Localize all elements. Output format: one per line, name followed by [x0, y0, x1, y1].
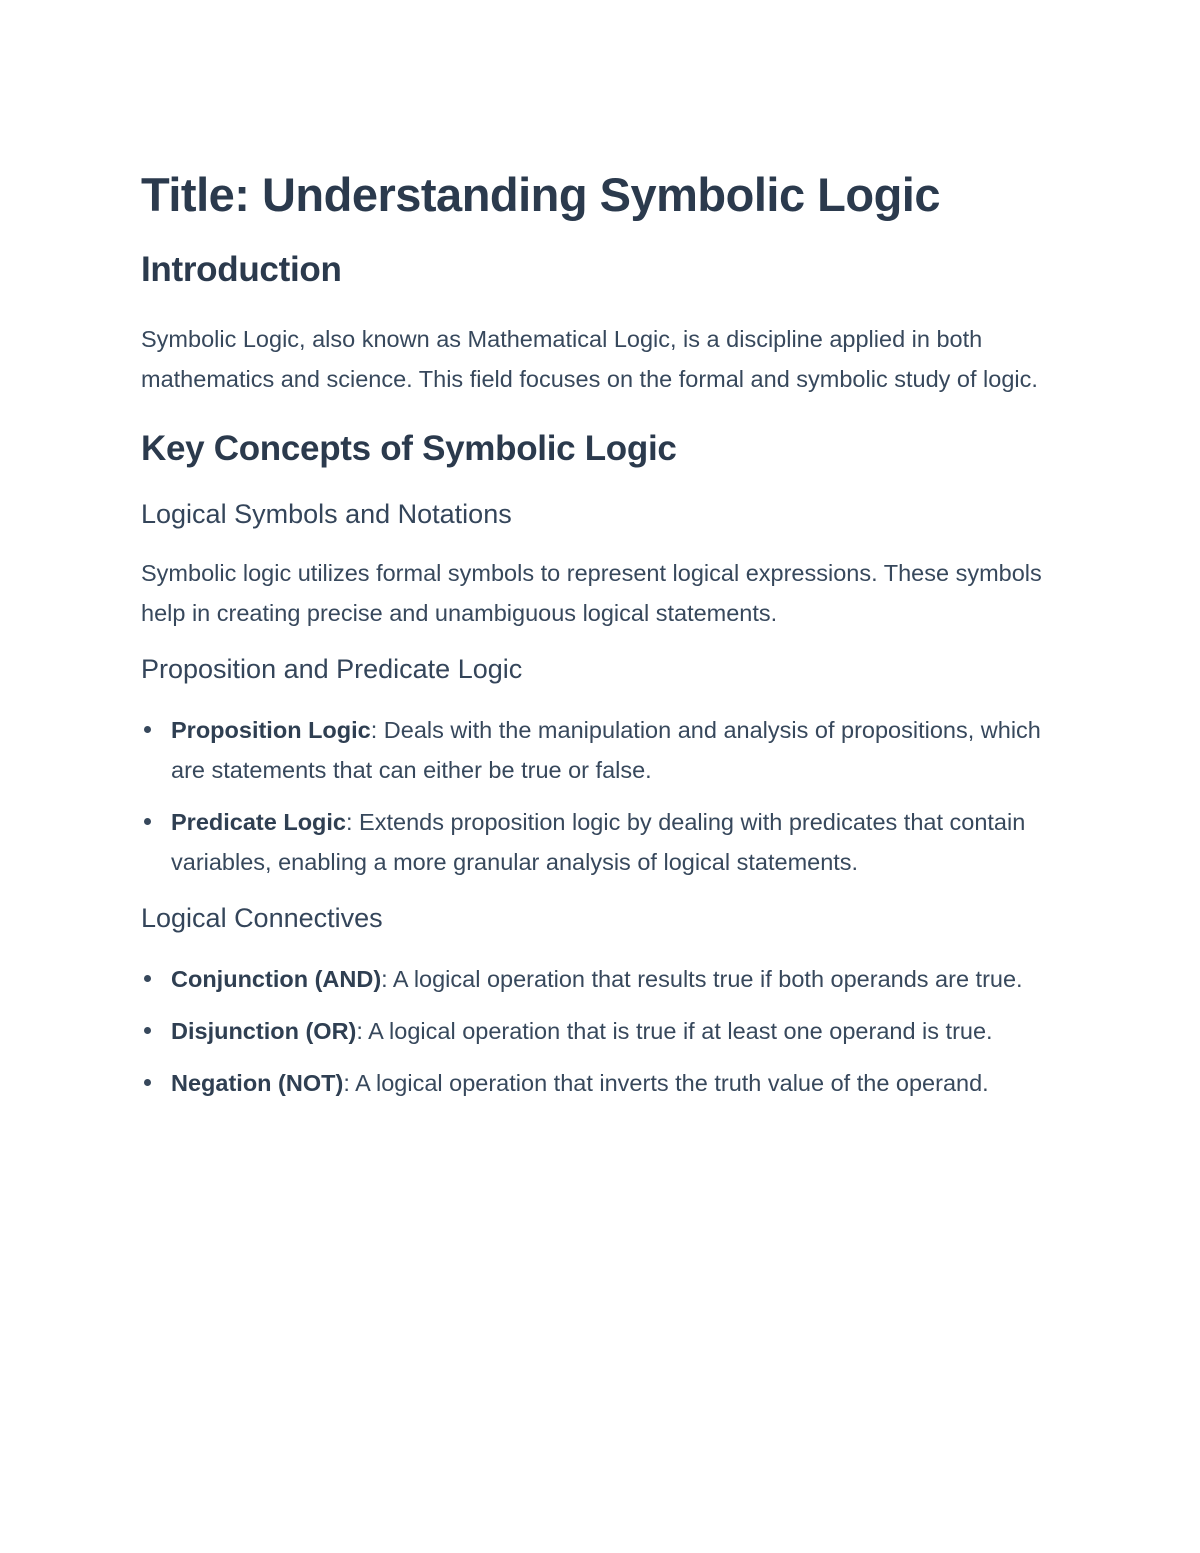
- key-concepts-heading: Key Concepts of Symbolic Logic: [141, 429, 677, 468]
- bullet-icon: [144, 1027, 151, 1034]
- connectives-heading: Logical Connectives: [141, 903, 383, 933]
- list-item-term: Proposition Logic: [171, 717, 371, 743]
- bullet-icon: [144, 818, 151, 825]
- connectives-list: [141, 959, 1071, 1103]
- bullet-icon: [144, 726, 151, 733]
- introduction-paragraph: Symbolic Logic, also known as Mathematical Logic, is a discipline applied in both mathematics and science. This field focuses on the formal and symbolic study of logic.: [141, 326, 1038, 392]
- list-item: [141, 1011, 1071, 1051]
- proposition-predicate-list: [141, 710, 1071, 882]
- introduction-heading: Introduction: [141, 250, 342, 289]
- list-item-term: Conjunction (AND): [171, 966, 382, 992]
- bullet-icon: [144, 1079, 151, 1086]
- list-item-term: Negation (NOT): [171, 1070, 344, 1096]
- list-item-term: Predicate Logic: [171, 809, 346, 835]
- list-item-term: Disjunction (OR): [171, 1018, 357, 1044]
- bullet-icon: [144, 975, 151, 982]
- document-page: [141, 166, 1071, 1103]
- list-item: [141, 959, 1071, 999]
- symbols-paragraph: Symbolic logic utilizes formal symbols to represent logical expressions. These symbols help in creating precise and unambiguous logical statements.: [141, 560, 1042, 626]
- list-item: [141, 802, 1071, 882]
- list-item-text: : Deals with the manipulation and analysis of propositions, which are statements that can either be true or false.: [171, 717, 1041, 783]
- list-item-text: : A logical operation that is true if at least one operand is true.: [356, 1018, 993, 1044]
- list-item: [141, 710, 1071, 790]
- document-title: Title: Understanding Symbolic Logic: [141, 168, 940, 221]
- list-item-text: : A logical operation that inverts the truth value of the operand.: [343, 1070, 989, 1096]
- list-item-text: : A logical operation that results true if both operands are true.: [381, 966, 1023, 992]
- proposition-predicate-heading: Proposition and Predicate Logic: [141, 654, 523, 684]
- list-item-text: : Extends proposition logic by dealing with predicates that contain variables, enabling a more granular analysis of logical statements.: [171, 809, 1026, 875]
- symbols-heading: Logical Symbols and Notations: [141, 499, 512, 529]
- list-item: [141, 1063, 1071, 1103]
